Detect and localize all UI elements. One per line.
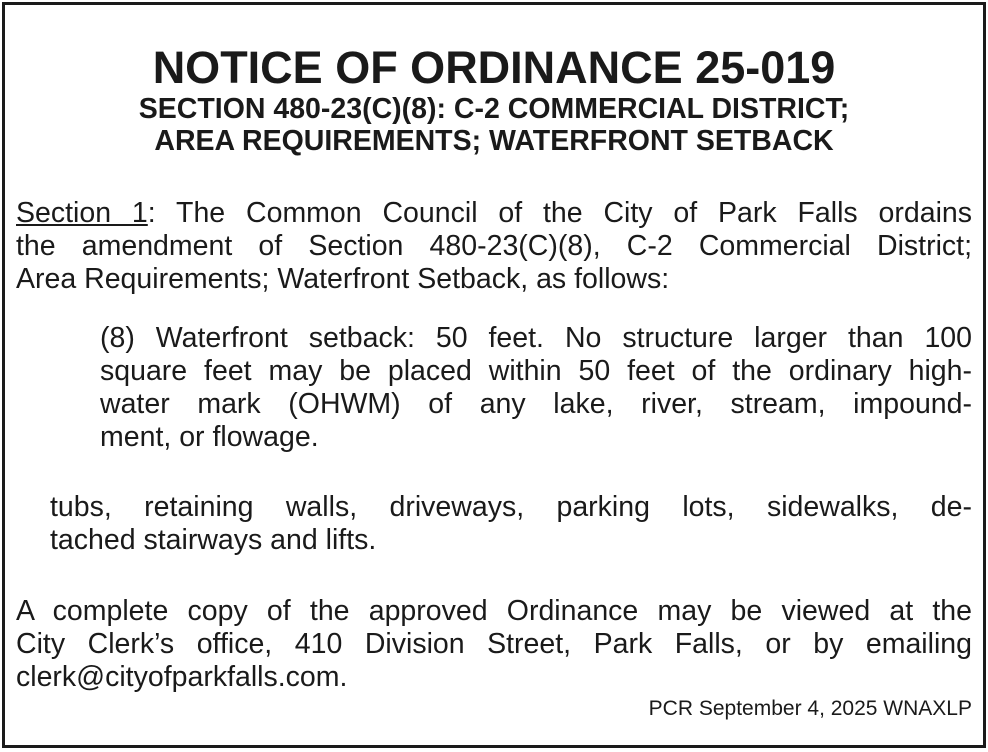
quoted-line-3: water mark (OHWM) of any lake, river, stream, impound-	[100, 388, 972, 420]
notice-subtitle	[16, 93, 972, 157]
complete-copy-paragraph	[16, 595, 972, 694]
ordinance-notice	[2, 2, 986, 748]
complete-copy-line-3: clerk@cityofparkfalls.com.	[16, 661, 348, 693]
section-1-line-3: Area Requirements; Waterfront Setback, as follows:	[16, 263, 670, 295]
quoted-line-1: (8) Waterfront setback: 50 feet. No structure larger than 100	[100, 322, 972, 354]
quoted-ordinance-text	[16, 322, 972, 454]
complete-copy-line-1: A complete copy of the approved Ordinance may be viewed at the	[16, 595, 972, 627]
publication-footer: PCR September 4, 2025 WNAXLP	[648, 697, 972, 720]
quoted-line-4: ment, or flowage.	[100, 421, 319, 453]
complete-copy-line-2: City Clerk’s office, 410 Division Street, Park Falls, or by emailing	[16, 628, 972, 660]
quoted-line-2: square feet may be placed within 50 feet of the ordinary high-	[100, 355, 972, 387]
continuation-line-1: tubs, retaining walls, driveways, parking lots, sidewalks, de-	[50, 491, 972, 523]
continuation-paragraph	[16, 491, 972, 557]
section-1-line-1	[16, 197, 972, 230]
subtitle-line-1: SECTION 480-23(C)(8): C-2 COMMERCIAL DISTRICT;	[138, 93, 850, 125]
subtitle-line-2: AREA REQUIREMENTS; WATERFRONT SETBACK	[154, 125, 834, 157]
continuation-line-2: tached stairways and lifts.	[50, 524, 377, 556]
section-1-paragraph	[16, 197, 972, 296]
section-1-line-2: the amendment of Section 480-23(C)(8), C-2 Commercial District;	[16, 230, 972, 262]
section-1-line-1-text: : The Common Council of the City of Park Falls ordains	[147, 197, 972, 229]
section-1-label: Section 1	[16, 197, 148, 229]
notice-title: NOTICE OF ORDINANCE 25-019	[152, 42, 836, 93]
